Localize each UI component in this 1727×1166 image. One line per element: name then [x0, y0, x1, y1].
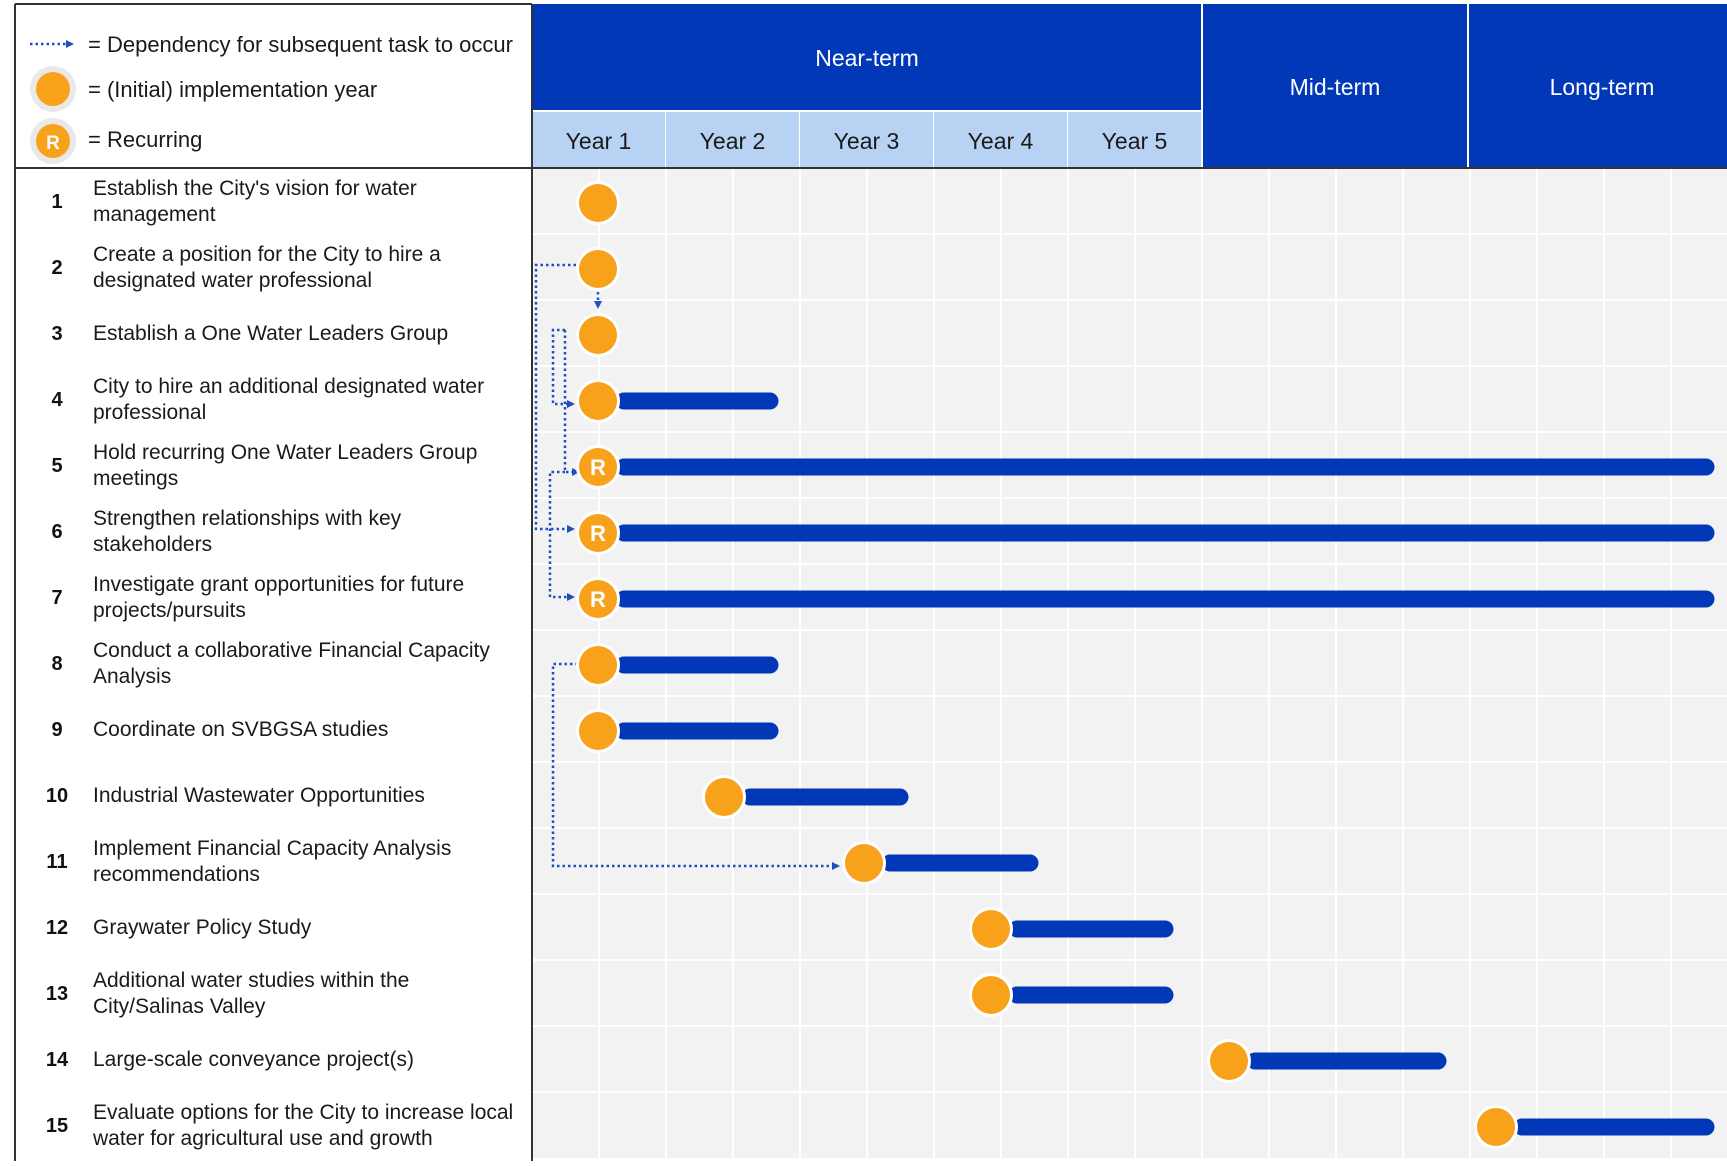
task-marker-12 — [972, 910, 1010, 948]
task-label-14: Large-scale conveyance project(s) — [93, 1048, 414, 1071]
recurring-mark-7: R — [590, 587, 606, 612]
task-labels — [46, 177, 513, 1150]
year-label-5: Year 5 — [1101, 128, 1168, 154]
task-number-3: 3 — [51, 323, 63, 345]
task-label-1: Establish the City's vision for water management — [93, 177, 417, 226]
long-term-label: Long-term — [1549, 74, 1655, 100]
mid-term-label: Mid-term — [1289, 74, 1381, 100]
task-number-14: 14 — [45, 1049, 69, 1071]
task-label-15: Evaluate options for the City to increase local water for agricultural use and growth — [93, 1101, 514, 1150]
task-marker-9 — [579, 712, 617, 750]
task-marker-11 — [845, 844, 883, 882]
year-label-1: Year 1 — [565, 128, 632, 154]
task-label-12: Graywater Policy Study — [93, 916, 312, 939]
legend — [30, 32, 513, 164]
task-label-5: Hold recurring One Water Leaders Group meetings — [93, 441, 478, 490]
task-marker-13 — [972, 976, 1010, 1014]
task-marker-10 — [705, 778, 743, 816]
legend-recurring-label: = Recurring — [88, 127, 203, 152]
task-marker-14 — [1210, 1042, 1248, 1080]
task-marker-1 — [579, 184, 617, 222]
task-label-4: City to hire an additional designated water professional — [93, 375, 485, 424]
task-label-9: Coordinate on SVBGSA studies — [93, 718, 389, 741]
year-label-4: Year 4 — [967, 128, 1034, 154]
task-number-12: 12 — [45, 917, 69, 939]
task-label-8: Conduct a collaborative Financial Capacity Analysis — [93, 639, 490, 688]
task-label-7: Investigate grant opportunities for future projects/pursuits — [93, 573, 465, 622]
task-number-7: 7 — [51, 587, 63, 609]
task-label-10: Industrial Wastewater Opportunities — [93, 784, 425, 807]
task-number-9: 9 — [51, 719, 63, 741]
legend-implementation-label: = (Initial) implementation year — [88, 77, 378, 102]
task-number-2: 2 — [51, 257, 63, 279]
timeline-header — [532, 4, 1727, 168]
task-number-1: 1 — [51, 191, 63, 213]
task-label-2: Create a position for the City to hire a designated water professional — [93, 243, 441, 292]
task-marker-2 — [579, 250, 617, 288]
task-marker-4 — [579, 382, 617, 420]
legend-implementation-marker-icon — [36, 72, 70, 106]
task-number-4: 4 — [51, 389, 63, 411]
task-number-10: 10 — [45, 785, 69, 807]
task-marker-3 — [579, 316, 617, 354]
task-number-11: 11 — [46, 851, 68, 873]
recurring-mark-5: R — [590, 455, 606, 480]
task-number-8: 8 — [51, 653, 63, 675]
year-label-2: Year 2 — [699, 128, 766, 154]
legend-recurring-mark: R — [46, 133, 60, 154]
legend-dependency-label: = Dependency for subsequent task to occur — [88, 32, 513, 57]
recurring-mark-6: R — [590, 521, 606, 546]
year-label-3: Year 3 — [833, 128, 900, 154]
year-cells — [532, 112, 1201, 168]
task-label-3: Establish a One Water Leaders Group — [93, 322, 449, 345]
task-number-13: 13 — [45, 983, 69, 1005]
task-marker-8 — [579, 646, 617, 684]
task-number-5: 5 — [51, 455, 63, 477]
task-label-11: Implement Financial Capacity Analysis recommendations — [93, 837, 452, 886]
task-label-13: Additional water studies within the City/Salinas Valley — [93, 969, 410, 1018]
near-term-label: Near-term — [815, 45, 919, 71]
task-number-6: 6 — [51, 521, 63, 543]
task-label-6: Strengthen relationships with key stakeholders — [93, 507, 402, 556]
task-marker-15 — [1477, 1108, 1515, 1146]
task-number-15: 15 — [45, 1115, 69, 1137]
